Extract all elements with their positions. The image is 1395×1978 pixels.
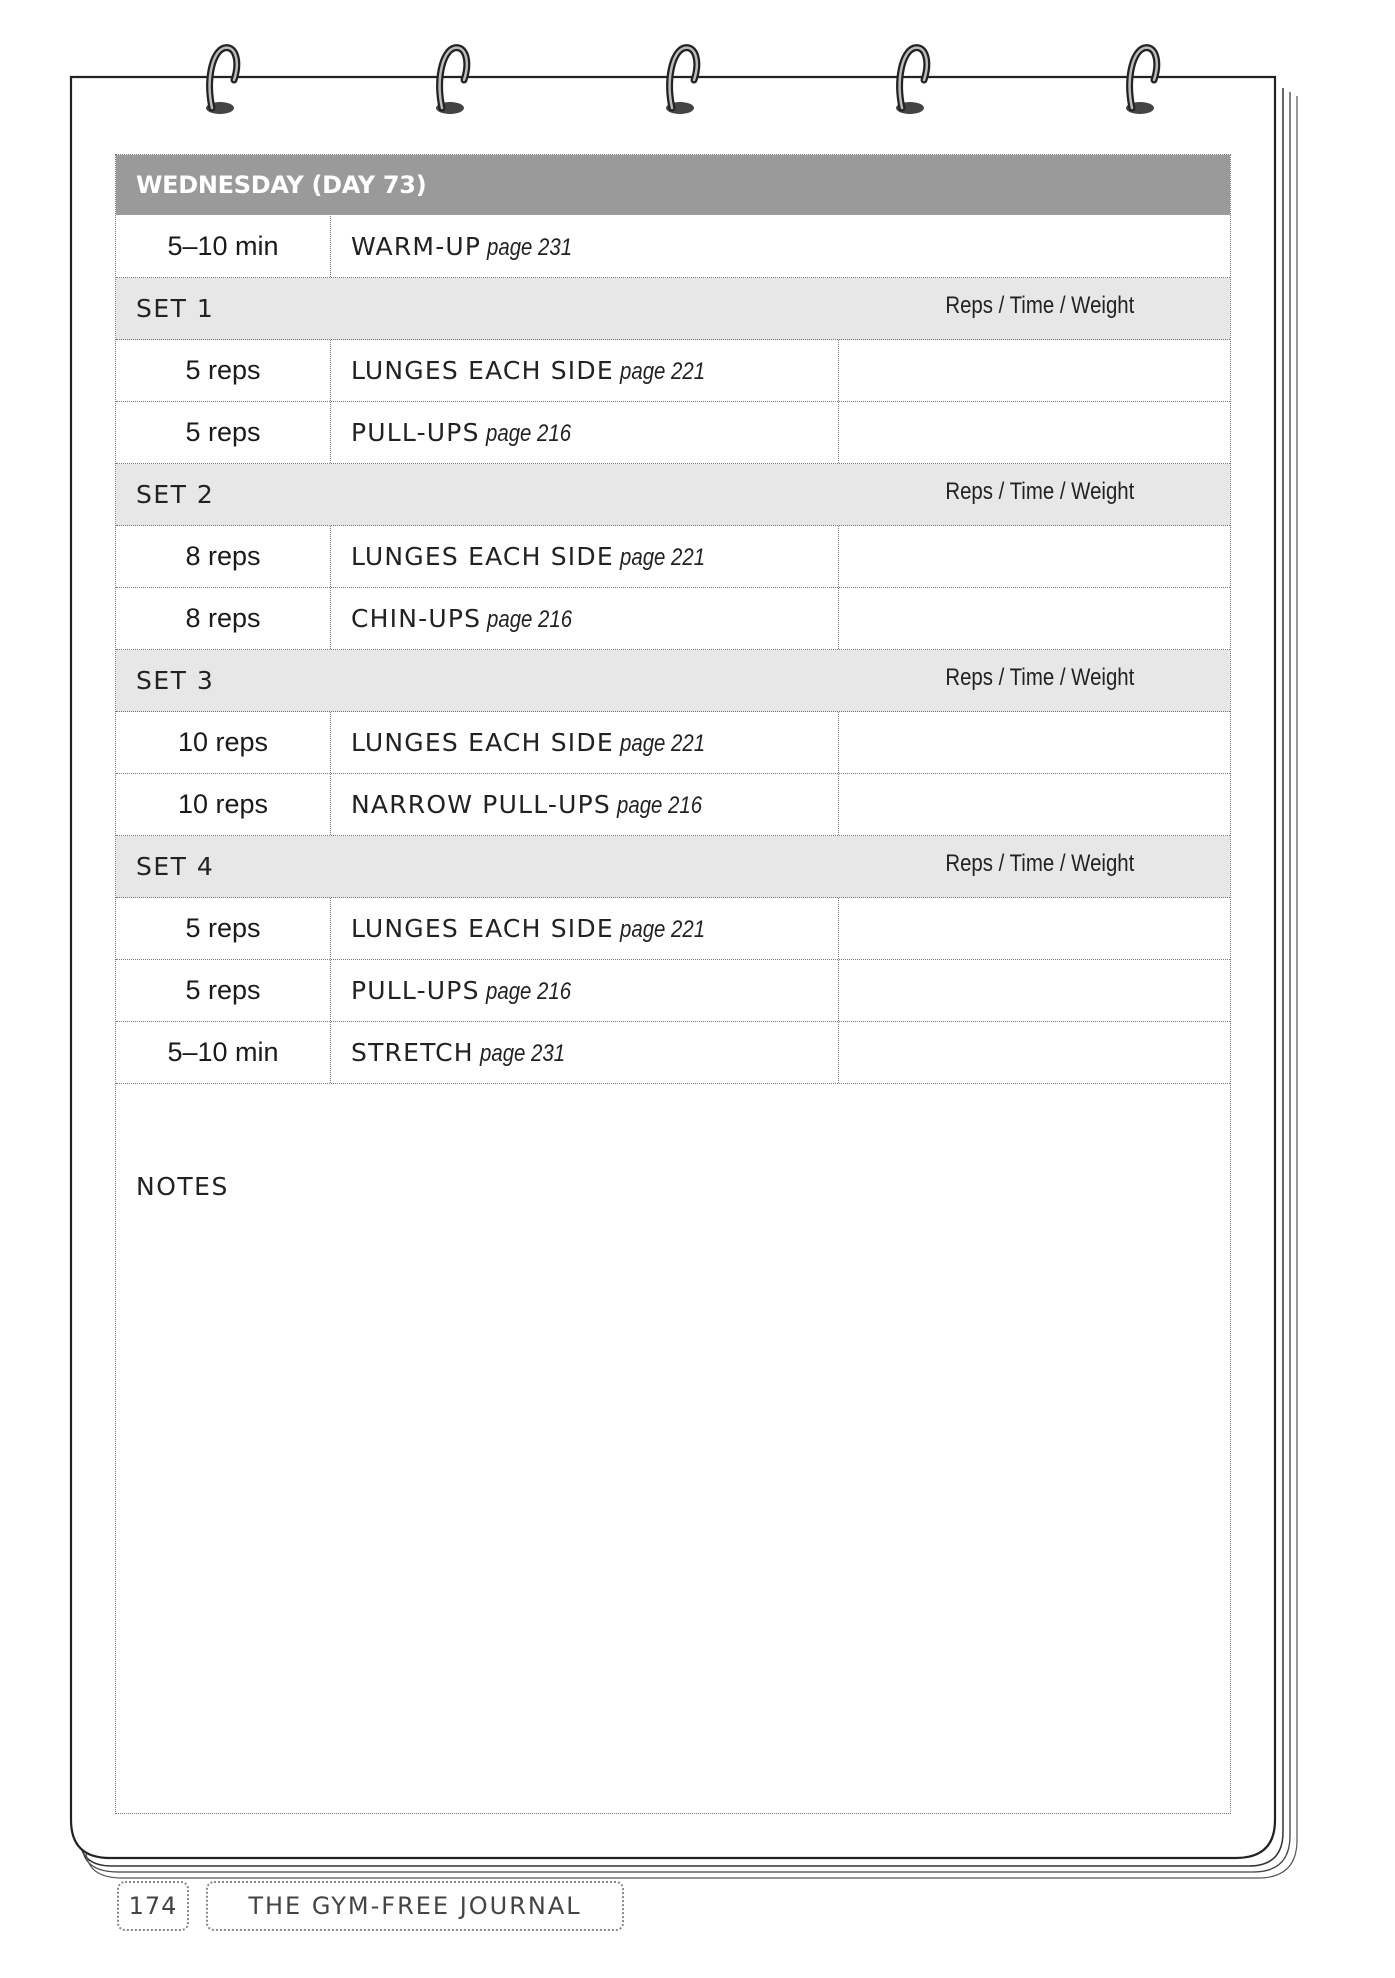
workout-rows [116, 216, 1230, 1084]
amount-cell: 8 reps [116, 526, 331, 587]
set-label: SET 1 [136, 294, 215, 323]
set-label: SET 4 [136, 852, 215, 881]
exercise-row [116, 898, 1230, 960]
log-column-header: Reps / Time / Weight [945, 478, 1134, 505]
exercise-name: LUNGES EACH SIDE [351, 728, 614, 757]
ring-icon [1118, 40, 1166, 120]
exercise-row [116, 526, 1230, 588]
log-column-header: Reps / Time / Weight [945, 850, 1134, 877]
exercise-page-ref: page 221 [619, 730, 705, 757]
exercise-page-ref: page 231 [479, 1040, 565, 1067]
set-label: SET 3 [136, 666, 215, 695]
set-header-row [116, 836, 1230, 898]
set-header-row [116, 464, 1230, 526]
ring-icon [428, 40, 476, 120]
exercise-page-ref: page 216 [616, 792, 703, 819]
book-title: THE GYM-FREE JOURNAL [206, 1881, 624, 1931]
exercise-page-ref: page 216 [485, 420, 571, 447]
amount-cell: 5–10 min [116, 216, 331, 277]
exercise-name: CHIN-UPS [351, 604, 482, 633]
exercise-row [116, 402, 1230, 464]
amount-cell: 5 reps [116, 402, 331, 463]
exercise-name: LUNGES EACH SIDE [351, 914, 614, 943]
stretch-row [116, 1022, 1230, 1084]
exercise-name: NARROW PULL-UPS [351, 790, 611, 819]
amount-cell: 5–10 min [116, 1022, 331, 1083]
exercise-name: LUNGES EACH SIDE [351, 356, 614, 385]
exercise-name: STRETCH [351, 1038, 474, 1067]
exercise-page-ref: page 221 [619, 544, 705, 571]
set-header-row [116, 650, 1230, 712]
exercise-row [116, 340, 1230, 402]
amount-cell: 5 reps [116, 960, 331, 1021]
exercise-name: WARM-UP [351, 232, 482, 261]
set-label: SET 2 [136, 480, 215, 509]
amount-cell: 10 reps [116, 774, 331, 835]
day-title: WEDNESDAY (DAY 73) [116, 155, 1230, 215]
amount-cell: 5 reps [116, 340, 331, 401]
exercise-cell [331, 216, 1231, 277]
exercise-cell [331, 1022, 839, 1083]
ring-icon [198, 40, 246, 120]
notes-label: NOTES [136, 1172, 229, 1201]
amount-cell: 10 reps [116, 712, 331, 773]
exercise-row [116, 960, 1230, 1022]
exercise-cell [331, 774, 839, 835]
set-header-row [116, 278, 1230, 340]
exercise-name: PULL-UPS [351, 418, 480, 447]
page-number: 174 [117, 1881, 189, 1931]
exercise-row [116, 712, 1230, 774]
exercise-name: PULL-UPS [351, 976, 480, 1005]
workout-log-sheet [115, 154, 1231, 1814]
exercise-page-ref: page 221 [619, 916, 705, 943]
exercise-page-ref: page 221 [619, 358, 705, 385]
log-column-header: Reps / Time / Weight [945, 664, 1134, 691]
exercise-page-ref: page 231 [487, 234, 573, 261]
amount-cell: 5 reps [116, 898, 331, 959]
exercise-cell [331, 588, 839, 649]
warm-up-row [116, 216, 1230, 278]
exercise-cell [331, 960, 839, 1021]
exercise-name: LUNGES EACH SIDE [351, 542, 614, 571]
exercise-cell [331, 712, 839, 773]
log-column-header: Reps / Time / Weight [945, 292, 1134, 319]
exercise-cell [331, 340, 839, 401]
exercise-page-ref: page 216 [487, 606, 573, 633]
exercise-page-ref: page 216 [485, 978, 571, 1005]
ring-icon [888, 40, 936, 120]
exercise-row [116, 774, 1230, 836]
ring-icon [658, 40, 706, 120]
exercise-cell [331, 402, 839, 463]
exercise-cell [331, 898, 839, 959]
exercise-cell [331, 526, 839, 587]
amount-cell: 8 reps [116, 588, 331, 649]
exercise-row [116, 588, 1230, 650]
